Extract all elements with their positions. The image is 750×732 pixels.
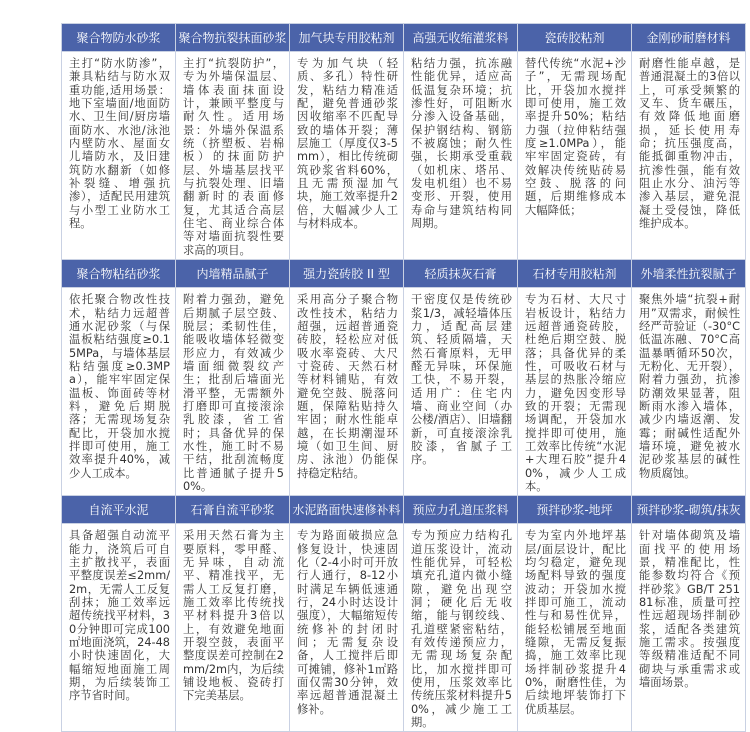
product-description: 依托聚合物改性技术，粘结力远超普通水泥砂浆（与保温板粘结强度≥0.15MPa，与墙体基层粘结强度≥0.3MPa），能牢牢固定保温板、饰面砖等材料，避免后期脱落；无需现场复杂配比，开袋加水搅拌即可使用，施工效率提升40%，减少人工成本。	[62, 288, 176, 496]
product-description: 聚焦外墙“抗裂+耐用”双需求，耐候性经严苛验证（-30°C低温冻融、70°C高温暴晒循环50次，无粉化、无开裂），附着力强劲，抗渗防潮效果显著，阻断雨水渗入墙体，减少内墙返潮、发霉；耐碱性适配外墙环境，避免被水泥砂浆基层的碱性物质腐蚀。	[632, 288, 746, 496]
description-row	[62, 288, 746, 496]
product-description: 专为路面破损应急修复设计，快速固化（2-4小时可开放行人通行，8-12小时满足车辆低速通行，24小时达设计强度），大幅缩短传统修补的封闭时间；无需复杂设备，人工搅拌后即可摊铺，修补1㎡路面仅需30分钟，效率远超普通混凝土修补。	[290, 524, 404, 732]
product-name: 水泥路面快速修补料	[290, 496, 404, 524]
product-name: 外墙柔性抗裂腻子	[632, 260, 746, 288]
header-row	[62, 24, 746, 52]
product-description: 附着力强劲，避免后期腻子层空鼓、脱层；柔韧性佳，能吸收墙体轻微变形应力，有效减少墙面细微裂纹产生；批刮后墙面光滑平整，无需额外打磨即可直接滚涂乳胶漆，省工省时；具备优异的保水性，施工时不易干结，批刮流畅度比普通腻子提升50%。	[176, 288, 290, 496]
product-description: 主打“防水防渗”，兼具粘结与防水双重功能,适用场景：地下室墙面/地面防水、卫生间/厨房墙面防水、水池/泳池内壁防水、屋面女儿墙防水，及旧建筑防水翻新（如修补裂缝、增强抗渗），适配民用建筑与小型工业防水工程。	[62, 52, 176, 260]
product-name: 加气块专用胶粘剂	[290, 24, 404, 52]
product-name: 聚合物防水砂浆	[62, 24, 176, 52]
product-name: 石膏自流平砂浆	[176, 496, 290, 524]
product-name: 石材专用胶粘剂	[518, 260, 632, 288]
product-description: 主打“抗裂防护”，专为外墙保温层、墙体表面抹面设计，兼顾平整度与耐久性。适用场景：外墙外保温系统（挤塑板、岩棉板）的抹面防护层、外墙基层找平与抗裂处理、旧墙翻新时的表面修复，尤其适合高层住宅、商业综合体等对墙面抗裂性要求高的项目。	[176, 52, 290, 260]
product-description: 针对墙体砌筑及墙面找平的使用场景，精准配比，性能参数均符合《预拌砂浆》GB/T 25181标准，质量可控性远超现场拌制砂浆，适配各类建筑施工需求。按强度等级精准适配不同砌块与承重需求或墙面场景。	[632, 524, 746, 732]
product-name: 聚合物粘结砂浆	[62, 260, 176, 288]
product-name: 预应力孔道压浆料	[404, 496, 518, 524]
product-description: 专为预应力结构孔道压浆设计，流动性能优异，可轻松填充孔道内微小缝隙，避免出现空洞；硬化后无收缩，能与钢绞线、孔道壁紧密粘结，有效传递预应力，无需现场复杂配比，加水搅拌即可使用，压浆效率比传统压浆材料提升50%，减少施工工期。	[404, 524, 518, 732]
product-name: 金刚砂耐磨材料	[632, 24, 746, 52]
product-name: 自流平水泥	[62, 496, 176, 524]
header-row	[62, 496, 746, 524]
product-name: 预拌砂浆-地坪	[518, 496, 632, 524]
product-description: 具备超强自动流平能力，浇筑后可自主扩散找平，表面平整度误差≤2mm/2m，无需人工反复刮抹；施工效率远超传统找平材料，30分钟即可完成100㎡地面浇筑，24-48小时快速固化，大幅缩短地面施工周期，为后续装饰工序节省时间。	[62, 524, 176, 732]
product-table	[61, 23, 746, 732]
product-name: 轻质抹灰石膏	[404, 260, 518, 288]
product-name: 内墙精品腻子	[176, 260, 290, 288]
product-description: 耐磨性能卓越，是普通混凝土的3倍以上，可承受频繁的叉车、货车碾压，有效降低地面磨损，延长使用寿命；抗压强度高，能抵御重物冲击，抗渗性强，能有效阻止水分、油污等渗入基层，避免混凝土受侵蚀，降低维护成本。	[632, 52, 746, 260]
product-name: 预拌砂浆-砌筑/抹灰	[632, 496, 746, 524]
product-description: 干密度仅是传统砂浆1/3，减轻墙体压力，适配高层建筑、轻质隔墙，天然石膏原料，无甲醛无异味，环保施工快，不易开裂，适用广：住宅内墙、商业空间（办公楼/酒店）、旧墙翻新，可直接滚涂乳胶漆，省腻子工序。	[404, 288, 518, 496]
header-row	[62, 260, 746, 288]
description-row	[62, 524, 746, 732]
description-row	[62, 52, 746, 260]
product-description: 采用天然石膏为主要原料，零甲醛、无异味，自动流平、精准找平，无需人工反复打磨，施工效率比传统找平材料提升3倍以上，有效避免地面开裂空鼓，表面平整度误差可控制在2mm/2m内，为后续铺设地板、瓷砖打下完美基层。	[176, 524, 290, 732]
product-description: 专为加气块（轻质、多孔）特性研发，粘结力精准适配，避免普通砂浆因收缩率不匹配导致的墙体开裂；薄层施工（厚度仅3-5mm），相比传统砌筑砂浆省料60%，且无需预湿加气块，施工效率提升2倍，大幅减少人工与材料成本。	[290, 52, 404, 260]
product-description: 替代传统“水泥+沙子”，无需现场配比，开袋加水搅拌即可使用，施工效率提升50%；粘结力强（拉伸粘结强度≥1.0MPa），能牢牢固定瓷砖，有效解决传统贴砖易空鼓、脱落的问题，后期维修成本大幅降低；	[518, 52, 632, 260]
product-description: 采用高分子聚合物改性技术，粘结力超强，远超普通瓷砖胶，轻松应对低吸水率瓷砖、大尺寸瓷砖、天然石材等材料铺贴，有效避免空鼓、脱落问题，保障粘贴持久牢固；耐水性能卓越，在长期潮湿环境（如卫生间、厨房、泳池）仍能保持稳定粘结。	[290, 288, 404, 496]
product-name: 瓷砖胶粘剂	[518, 24, 632, 52]
product-description: 专为石材、大尺寸岩板设计，粘结力远超普通瓷砖胶，杜绝后期空鼓、脱落；具备优异的柔性，可吸收石材与基层的热胀冷缩应力，避免因变形导致的开裂；无需现场调配，开袋加水搅拌即可使用，施工效率比传统“水泥+大理石胶”提升40%，减少人工成本。	[518, 288, 632, 496]
product-description: 专为室内外地坪基层/面层设计，配比均匀稳定，避免现场配料导致的强度波动；开袋加水搅拌即可施工，流动性与和易性优异，能轻松铺展至地面缝隙，无需反复振捣，施工效率比现场拌制砂浆提升40%，耐磨性佳，为后续地坪装饰打下优质基层。	[518, 524, 632, 732]
product-name: 强力瓷砖胶 II 型	[290, 260, 404, 288]
product-name: 聚合物抗裂抹面砂浆	[176, 24, 290, 52]
product-name: 高强无收缩灌浆料	[404, 24, 518, 52]
product-description: 粘结力强，抗冻融性能优异，适应高低温复杂环境；抗渗性好，可阻断水分渗入设备基础，保护钢结构、钢筋不被腐蚀；耐久性强，长期承受重载（如机床、塔吊、发电机组）也不易变形、开裂，使用寿命与建筑结构同周期。	[404, 52, 518, 260]
